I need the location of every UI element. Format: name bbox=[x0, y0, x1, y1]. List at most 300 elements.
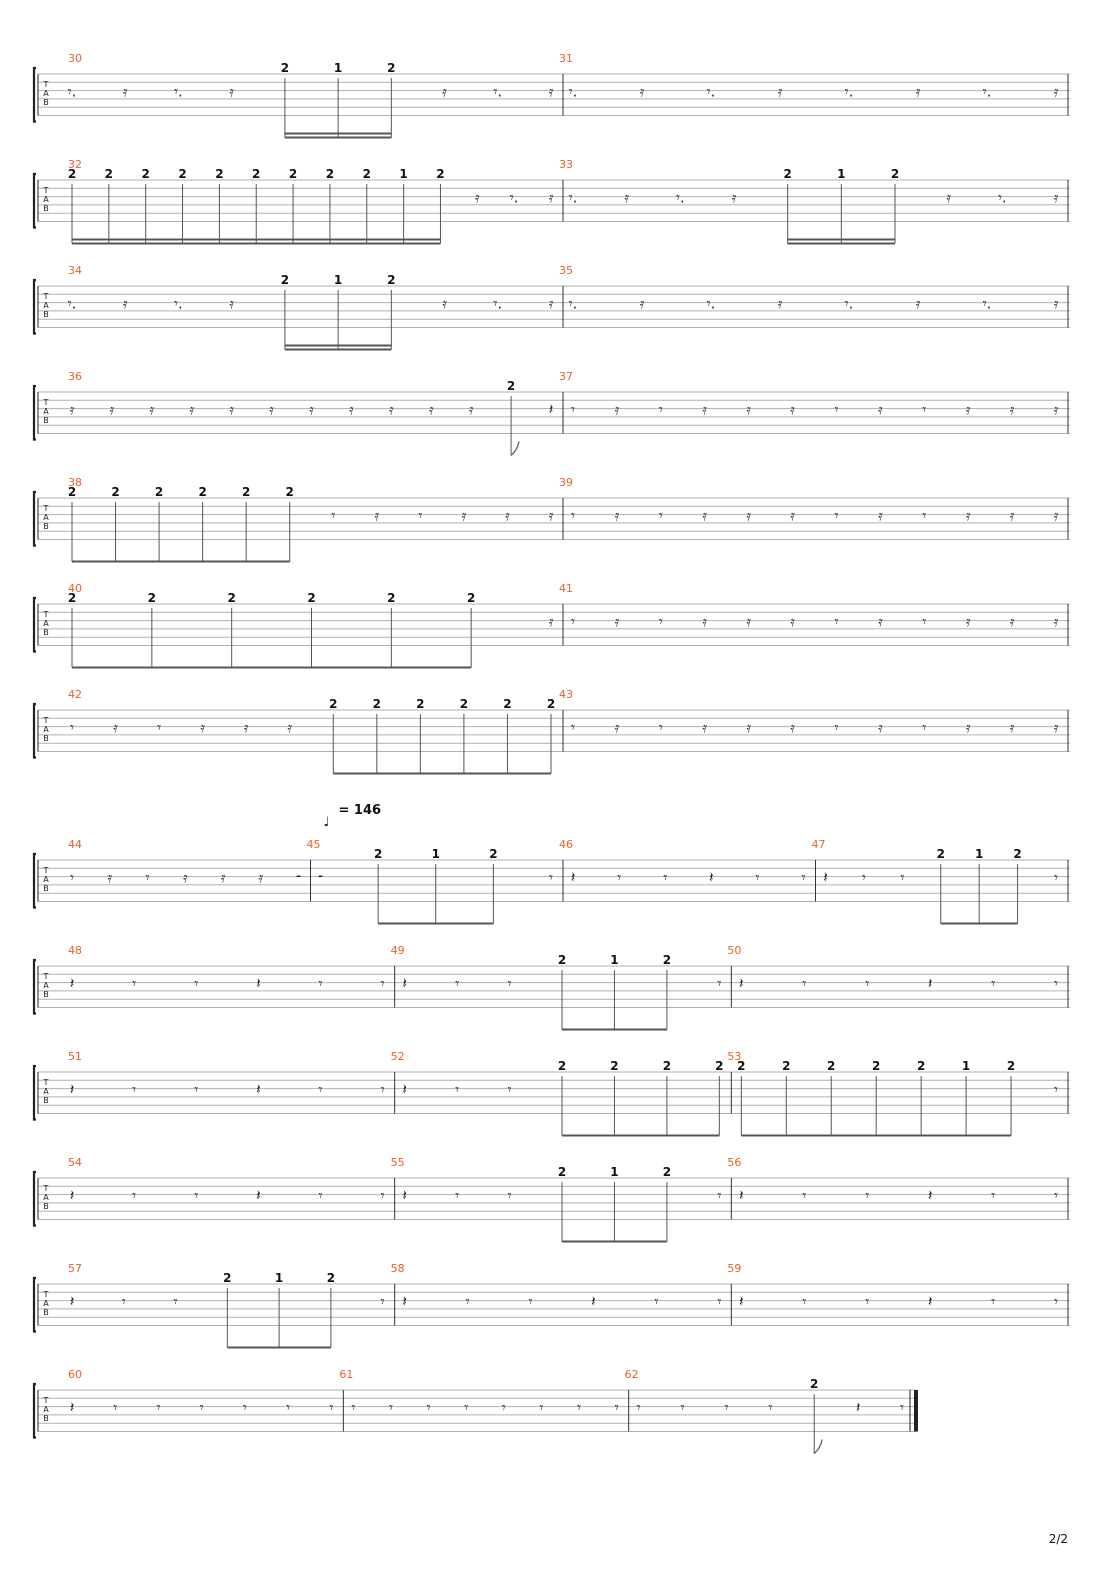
rest-symbol: 𝄾 bbox=[900, 1398, 904, 1417]
fret-number: 1 bbox=[333, 61, 343, 75]
rest-symbol: 𝄾 bbox=[922, 718, 927, 737]
rest-symbol: 𝄽 bbox=[709, 868, 714, 887]
fret-number: 2 bbox=[387, 591, 396, 605]
rest-symbol: 𝄾 bbox=[286, 1398, 291, 1417]
rest-symbol: 𝄿 bbox=[548, 82, 554, 101]
rest-symbol: 𝄽 bbox=[591, 1292, 596, 1311]
staff-system bbox=[34, 582, 1070, 668]
rest-symbol: 𝄿 bbox=[200, 718, 205, 737]
rest-symbol: 𝄿 bbox=[790, 400, 795, 419]
rest-symbol: 𝄿 bbox=[702, 506, 708, 525]
rest-symbol: 𝄿 bbox=[229, 82, 234, 101]
rest-symbol: 𝄾 bbox=[156, 1398, 161, 1417]
rest-symbol: 𝄿 bbox=[702, 612, 708, 631]
measure-number: 42 bbox=[68, 688, 82, 701]
rest-symbol: 𝄿 bbox=[548, 294, 554, 313]
rest-symbol: 𝄾. bbox=[568, 188, 578, 207]
measure-number: 62 bbox=[624, 1368, 639, 1381]
rest-symbol: 𝄿 bbox=[946, 188, 951, 207]
fret-number: 2 bbox=[198, 485, 207, 499]
rest-symbol: 𝄾. bbox=[67, 82, 77, 101]
tab-clef-letter: T bbox=[43, 398, 49, 407]
measure-number: 61 bbox=[339, 1368, 354, 1381]
rest-symbol: 𝄽 bbox=[69, 974, 75, 993]
rest-symbol: 𝄿 bbox=[614, 718, 620, 737]
measure-number: 34 bbox=[68, 264, 82, 277]
rest-symbol: 𝄾 bbox=[577, 1398, 582, 1417]
rest-symbol: 𝄼 bbox=[317, 868, 324, 887]
rest-symbol: 𝄾 bbox=[834, 506, 839, 525]
measure-number: 51 bbox=[68, 1050, 82, 1063]
rest-symbol: 𝄾 bbox=[1054, 868, 1058, 887]
measure bbox=[68, 1050, 395, 1114]
staff-system bbox=[34, 1156, 1070, 1242]
rest-symbol: 𝄾 bbox=[194, 974, 199, 993]
rest-symbol: 𝄾 bbox=[380, 1292, 385, 1311]
measure bbox=[68, 838, 311, 902]
rest-symbol: 𝄿 bbox=[548, 188, 554, 207]
staff-system bbox=[34, 688, 1070, 774]
tab-clef-letter: T bbox=[43, 186, 49, 195]
fret-number: 1 bbox=[837, 167, 846, 181]
measure-number: 56 bbox=[727, 1156, 742, 1169]
tab-clef-letter: A bbox=[43, 89, 49, 98]
measure bbox=[559, 476, 1068, 540]
rest-symbol: 𝄿 bbox=[287, 718, 293, 737]
rest-symbol: 𝄾 bbox=[173, 1292, 178, 1311]
rest-symbol: 𝄿 bbox=[113, 718, 118, 737]
rest-symbol: 𝄿 bbox=[702, 718, 708, 737]
fret-number: 2 bbox=[387, 273, 396, 287]
rest-symbol: 𝄾 bbox=[991, 1186, 996, 1205]
rest-symbol: 𝄿 bbox=[731, 188, 737, 207]
fret-number: 1 bbox=[333, 273, 343, 287]
tab-clef-letter: A bbox=[43, 1405, 49, 1414]
system-bracket bbox=[34, 960, 36, 1014]
rest-symbol: 𝄿 bbox=[269, 400, 274, 419]
fret-number: 2 bbox=[326, 1271, 336, 1285]
measure bbox=[68, 264, 563, 350]
rest-symbol: 𝄾 bbox=[636, 1398, 641, 1417]
rest-symbol: 𝄾 bbox=[426, 1398, 431, 1417]
rest-symbol: 𝄾 bbox=[132, 974, 137, 993]
rest-symbol: 𝄾 bbox=[380, 974, 385, 993]
fret-number: 2 bbox=[104, 167, 114, 181]
fret-number: 2 bbox=[362, 167, 371, 181]
measure bbox=[727, 1262, 1068, 1326]
rest-symbol: 𝄿 bbox=[548, 506, 554, 525]
rest-symbol: 𝄿 bbox=[1053, 188, 1059, 207]
rest-symbol: 𝄿 bbox=[702, 400, 708, 419]
rest-symbol: 𝄿 bbox=[349, 400, 354, 419]
staff-system bbox=[34, 158, 1070, 244]
fret-number: 2 bbox=[459, 697, 469, 711]
staff-system bbox=[34, 264, 1070, 350]
rest-symbol: 𝄿 bbox=[389, 400, 394, 419]
rest-symbol: 𝄾 bbox=[70, 868, 74, 887]
rest-symbol: 𝄾 bbox=[922, 612, 927, 631]
rest-symbol: 𝄽 bbox=[402, 1080, 407, 1099]
rest-symbol: 𝄿 bbox=[965, 718, 971, 737]
fret-number: 2 bbox=[466, 591, 476, 605]
staff-system bbox=[34, 1368, 916, 1454]
rest-symbol: 𝄿 bbox=[965, 506, 971, 525]
measure-number: 52 bbox=[390, 1050, 405, 1063]
measure-number: 35 bbox=[559, 264, 573, 277]
rest-symbol: 𝄿 bbox=[614, 506, 620, 525]
rest-symbol: 𝄾 bbox=[380, 1080, 385, 1099]
fret-number: 2 bbox=[506, 379, 516, 393]
fret-number: 2 bbox=[557, 953, 567, 967]
fret-number: 2 bbox=[67, 591, 77, 605]
tab-clef-letter: T bbox=[43, 1078, 49, 1087]
rest-symbol: 𝄽 bbox=[570, 868, 576, 887]
rest-symbol: 𝄿 bbox=[878, 400, 883, 419]
rest-symbol: 𝄾 bbox=[70, 718, 74, 737]
rest-symbol: 𝄾 bbox=[132, 1080, 137, 1099]
rest-symbol: 𝄾 bbox=[331, 506, 336, 525]
rest-symbol: 𝄾. bbox=[174, 82, 183, 101]
rest-symbol: 𝄽 bbox=[402, 1292, 407, 1311]
system-bracket bbox=[34, 1172, 36, 1226]
rest-symbol: 𝄿 bbox=[777, 82, 783, 101]
measure bbox=[391, 1262, 732, 1326]
system-bracket bbox=[34, 1066, 36, 1120]
rest-symbol: 𝄾 bbox=[507, 1080, 512, 1099]
rest-symbol: 𝄾 bbox=[658, 506, 663, 525]
tab-clef-letter: A bbox=[43, 1193, 49, 1202]
measure bbox=[559, 370, 1068, 434]
rest-symbol: 𝄾 bbox=[507, 1186, 512, 1205]
fret-number: 2 bbox=[280, 61, 290, 75]
fret-number: 2 bbox=[557, 1165, 567, 1179]
rest-symbol: 𝄽 bbox=[256, 1080, 261, 1099]
fret-number: 2 bbox=[662, 953, 672, 967]
rest-symbol: 𝄾. bbox=[844, 82, 854, 101]
measure bbox=[727, 1156, 1068, 1220]
measure-number: 50 bbox=[727, 944, 742, 957]
tab-clef-letter: A bbox=[43, 195, 49, 204]
fret-number: 2 bbox=[387, 61, 396, 75]
fret-number: 2 bbox=[280, 273, 290, 287]
measure bbox=[68, 370, 563, 456]
rest-symbol: 𝄿 bbox=[746, 612, 751, 631]
rest-symbol: 𝄾 bbox=[194, 1186, 199, 1205]
measure-number: 53 bbox=[727, 1050, 742, 1063]
rest-symbol: 𝄾 bbox=[663, 868, 668, 887]
rest-symbol: 𝄿 bbox=[229, 400, 234, 419]
rest-symbol: 𝄿 bbox=[1053, 82, 1059, 101]
measure bbox=[727, 1050, 1068, 1136]
rest-symbol: 𝄿 bbox=[461, 506, 467, 525]
rest-symbol: 𝄾 bbox=[865, 1292, 870, 1311]
rest-symbol: 𝄾 bbox=[768, 1398, 773, 1417]
rest-symbol: 𝄿 bbox=[1009, 612, 1015, 631]
rest-symbol: 𝄽 bbox=[739, 1186, 744, 1205]
measure-number: 44 bbox=[68, 838, 82, 851]
tempo-marking: = 146 bbox=[338, 803, 382, 818]
system-bracket bbox=[34, 854, 36, 908]
rest-symbol: 𝄽 bbox=[927, 1292, 933, 1311]
rest-symbol: 𝄾 bbox=[351, 1398, 356, 1417]
fret-number: 2 bbox=[154, 485, 164, 499]
rest-symbol: 𝄾 bbox=[464, 1398, 469, 1417]
rest-symbol: 𝄾. bbox=[568, 294, 578, 313]
rest-symbol: 𝄿 bbox=[1053, 400, 1059, 419]
rest-symbol: 𝄿 bbox=[374, 506, 380, 525]
staff-system bbox=[34, 476, 1070, 562]
fret-number: 2 bbox=[662, 1165, 672, 1179]
rest-symbol: 𝄾 bbox=[991, 1292, 996, 1311]
rest-symbol: 𝄿 bbox=[878, 718, 883, 737]
tab-clef-letter: B bbox=[43, 416, 49, 425]
tab-clef-letter: B bbox=[43, 98, 49, 107]
rest-symbol: 𝄾 bbox=[802, 974, 807, 993]
rest-symbol: 𝄿 bbox=[965, 400, 971, 419]
rest-symbol: 𝄾. bbox=[174, 294, 183, 313]
measure-number: 40 bbox=[68, 582, 82, 595]
rest-symbol: 𝄿 bbox=[243, 718, 249, 737]
rest-symbol: 𝄾 bbox=[658, 400, 663, 419]
rest-symbol: 𝄿 bbox=[309, 400, 314, 419]
rest-symbol: 𝄿 bbox=[475, 188, 480, 207]
tab-clef-letter: A bbox=[43, 1087, 49, 1096]
rest-symbol: 𝄾 bbox=[801, 868, 806, 887]
measure-number: 39 bbox=[559, 476, 573, 489]
rest-symbol: 𝄿 bbox=[624, 188, 629, 207]
system-bracket bbox=[34, 1384, 36, 1438]
measure-number: 43 bbox=[559, 688, 573, 701]
rest-symbol: 𝄽 bbox=[823, 868, 828, 887]
measure-number: 54 bbox=[68, 1156, 82, 1169]
measure-number: 33 bbox=[559, 158, 573, 171]
tab-clef-letter: T bbox=[43, 292, 49, 301]
rest-symbol: 𝄾 bbox=[755, 868, 760, 887]
tab-clef-letter: A bbox=[43, 619, 49, 628]
rest-symbol: 𝄾 bbox=[121, 1292, 126, 1311]
measure-number: 45 bbox=[306, 838, 321, 851]
measure bbox=[68, 1262, 395, 1348]
rest-symbol: 𝄾 bbox=[199, 1398, 204, 1417]
rest-symbol: 𝄾 bbox=[418, 506, 423, 525]
fret-number: 2 bbox=[936, 847, 945, 861]
rest-symbol: 𝄾. bbox=[675, 188, 685, 207]
rest-symbol: 𝄿 bbox=[746, 400, 751, 419]
measure-number: 47 bbox=[811, 838, 826, 851]
rest-symbol: 𝄿 bbox=[1053, 718, 1059, 737]
fret-number: 2 bbox=[916, 1059, 926, 1073]
rest-symbol: 𝄿 bbox=[122, 82, 128, 101]
rest-symbol: 𝄾 bbox=[1054, 1186, 1058, 1205]
rest-symbol: 𝄿 bbox=[442, 82, 447, 101]
measure-number: 49 bbox=[390, 944, 405, 957]
measure-number: 38 bbox=[68, 476, 82, 489]
rest-symbol: 𝄾 bbox=[865, 974, 870, 993]
system-bracket bbox=[34, 386, 36, 440]
staff-system bbox=[34, 803, 1070, 924]
tab-clef-letter: A bbox=[43, 301, 49, 310]
rest-symbol: 𝄾 bbox=[802, 1292, 807, 1311]
system-bracket bbox=[34, 1278, 36, 1332]
rest-symbol: 𝄿 bbox=[548, 612, 554, 631]
note-flag bbox=[814, 1440, 822, 1454]
tab-clef-letter: T bbox=[43, 80, 49, 89]
rest-symbol: 𝄿 bbox=[220, 868, 226, 887]
rest-symbol: 𝄿 bbox=[746, 718, 751, 737]
measure bbox=[559, 582, 1068, 646]
measure bbox=[68, 688, 563, 774]
tab-clef-letter: B bbox=[43, 1096, 49, 1105]
rest-symbol: 𝄿 bbox=[777, 294, 783, 313]
fret-number: 2 bbox=[546, 697, 556, 711]
fret-number: 1 bbox=[610, 953, 619, 967]
measure-number: 30 bbox=[68, 52, 82, 65]
fret-number: 2 bbox=[610, 1059, 619, 1073]
tab-clef-letter: A bbox=[43, 513, 49, 522]
tab-clef-letter: T bbox=[43, 972, 49, 981]
fret-number: 2 bbox=[557, 1059, 567, 1073]
fret-number: 2 bbox=[489, 847, 498, 861]
rest-symbol: 𝄾 bbox=[900, 868, 905, 887]
fret-number: 1 bbox=[274, 1271, 284, 1285]
rest-symbol: 𝄿 bbox=[442, 294, 447, 313]
measure-number: 41 bbox=[559, 582, 573, 595]
fret-number: 2 bbox=[662, 1059, 672, 1073]
rest-symbol: 𝄿 bbox=[1053, 612, 1059, 631]
rest-symbol: 𝄽 bbox=[855, 1398, 861, 1417]
rest-symbol: 𝄾 bbox=[991, 974, 996, 993]
tab-clef-letter: A bbox=[43, 981, 49, 990]
rest-symbol: 𝄾. bbox=[493, 82, 503, 101]
fret-number: 2 bbox=[111, 485, 120, 499]
measure bbox=[68, 476, 563, 562]
measure bbox=[68, 1368, 343, 1432]
tab-clef-letter: B bbox=[43, 204, 49, 213]
tab-clef-letter: B bbox=[43, 990, 49, 999]
rest-symbol: 𝄾 bbox=[380, 1186, 385, 1205]
fret-number: 2 bbox=[307, 591, 316, 605]
rest-symbol: 𝄾 bbox=[113, 1398, 118, 1417]
measure bbox=[68, 158, 563, 244]
rest-symbol: 𝄾 bbox=[658, 718, 663, 737]
rest-symbol: 𝄾. bbox=[493, 294, 503, 313]
rest-symbol: 𝄾 bbox=[455, 1080, 460, 1099]
tab-clef-letter: B bbox=[43, 734, 49, 743]
rest-symbol: 𝄾 bbox=[318, 974, 323, 993]
systems-layer bbox=[34, 52, 1070, 1454]
measure-number: 58 bbox=[390, 1262, 405, 1275]
rest-symbol: 𝄿 bbox=[639, 82, 645, 101]
measure bbox=[559, 264, 1068, 328]
rest-symbol: 𝄾 bbox=[717, 1186, 722, 1205]
rest-symbol: 𝄾 bbox=[834, 612, 839, 631]
measure-number: 36 bbox=[68, 370, 82, 383]
rest-symbol: 𝄾 bbox=[549, 868, 553, 887]
rest-symbol: 𝄿 bbox=[878, 506, 883, 525]
tab-clef-letter: B bbox=[43, 522, 49, 531]
tab-clef-letter: B bbox=[43, 1308, 49, 1317]
tab-clef-letter: T bbox=[43, 1396, 49, 1405]
rest-symbol: 𝄽 bbox=[256, 1186, 261, 1205]
rest-symbol: 𝄾 bbox=[318, 1080, 323, 1099]
rest-symbol: 𝄿 bbox=[109, 400, 115, 419]
rest-symbol: 𝄿 bbox=[229, 294, 234, 313]
rest-symbol: 𝄿 bbox=[915, 82, 921, 101]
rest-symbol: 𝄾 bbox=[455, 974, 460, 993]
staff-system bbox=[34, 52, 1070, 138]
rest-symbol: 𝄾. bbox=[982, 82, 992, 101]
rest-symbol: 𝄿 bbox=[878, 612, 883, 631]
fret-number: 2 bbox=[872, 1059, 881, 1073]
fret-number: 2 bbox=[782, 1059, 791, 1073]
rest-symbol: 𝄾. bbox=[706, 294, 716, 313]
rest-symbol: 𝄾 bbox=[922, 400, 927, 419]
measure bbox=[559, 838, 816, 902]
fret-number: 2 bbox=[1013, 847, 1022, 861]
rest-symbol: 𝄽 bbox=[256, 974, 261, 993]
measure-number: 31 bbox=[559, 52, 573, 65]
tab-clef-letter: B bbox=[43, 310, 49, 319]
measure-number: 46 bbox=[559, 838, 573, 851]
measure bbox=[391, 944, 732, 1030]
rest-symbol: 𝄾 bbox=[861, 868, 866, 887]
rest-symbol: 𝄿 bbox=[965, 612, 971, 631]
rest-symbol: 𝄾 bbox=[680, 1398, 685, 1417]
rest-symbol: 𝄾 bbox=[717, 974, 722, 993]
rest-symbol: 𝄿 bbox=[149, 400, 155, 419]
rest-symbol: 𝄽 bbox=[739, 1292, 744, 1311]
rest-symbol: 𝄾 bbox=[132, 1186, 137, 1205]
tab-clef-letter: T bbox=[43, 504, 49, 513]
rest-symbol: 𝄾 bbox=[834, 400, 839, 419]
measure bbox=[812, 838, 1069, 924]
rest-symbol: 𝄽 bbox=[69, 1186, 75, 1205]
rest-symbol: 𝄿 bbox=[468, 400, 474, 419]
rest-symbol: 𝄿 bbox=[122, 294, 128, 313]
rest-symbol: 𝄽 bbox=[402, 974, 407, 993]
rest-symbol: 𝄾. bbox=[997, 188, 1007, 207]
rest-symbol: 𝄾 bbox=[318, 1186, 323, 1205]
fret-number: 2 bbox=[329, 697, 338, 711]
fret-number: 1 bbox=[610, 1165, 619, 1179]
rest-symbol: 𝄾 bbox=[658, 612, 663, 631]
rest-symbol: 𝄿 bbox=[915, 294, 921, 313]
rest-symbol: 𝄾. bbox=[844, 294, 854, 313]
measure bbox=[68, 1156, 395, 1220]
tab-clef-letter: T bbox=[43, 1290, 49, 1299]
fret-number: 2 bbox=[285, 485, 294, 499]
measure bbox=[727, 944, 1068, 1008]
measure bbox=[68, 944, 395, 1008]
measure-number: 32 bbox=[68, 158, 82, 171]
rest-symbol: 𝄾 bbox=[724, 1398, 729, 1417]
fret-number: 1 bbox=[399, 167, 408, 181]
rest-symbol: 𝄾 bbox=[922, 506, 927, 525]
rest-symbol: 𝄾. bbox=[67, 294, 77, 313]
measure bbox=[307, 838, 564, 924]
rest-symbol: 𝄾 bbox=[539, 1398, 544, 1417]
tab-clef-letter: B bbox=[43, 884, 49, 893]
measure-number: 37 bbox=[559, 370, 573, 383]
tab-clef-letter: T bbox=[43, 716, 49, 725]
tab-clef-letter: A bbox=[43, 875, 49, 884]
rest-symbol: 𝄽 bbox=[402, 1186, 407, 1205]
tab-clef-letter: B bbox=[43, 628, 49, 637]
rest-symbol: 𝄿 bbox=[790, 718, 795, 737]
measure-number: 60 bbox=[68, 1368, 82, 1381]
measure-number: 55 bbox=[390, 1156, 405, 1169]
fret-number: 2 bbox=[141, 167, 150, 181]
